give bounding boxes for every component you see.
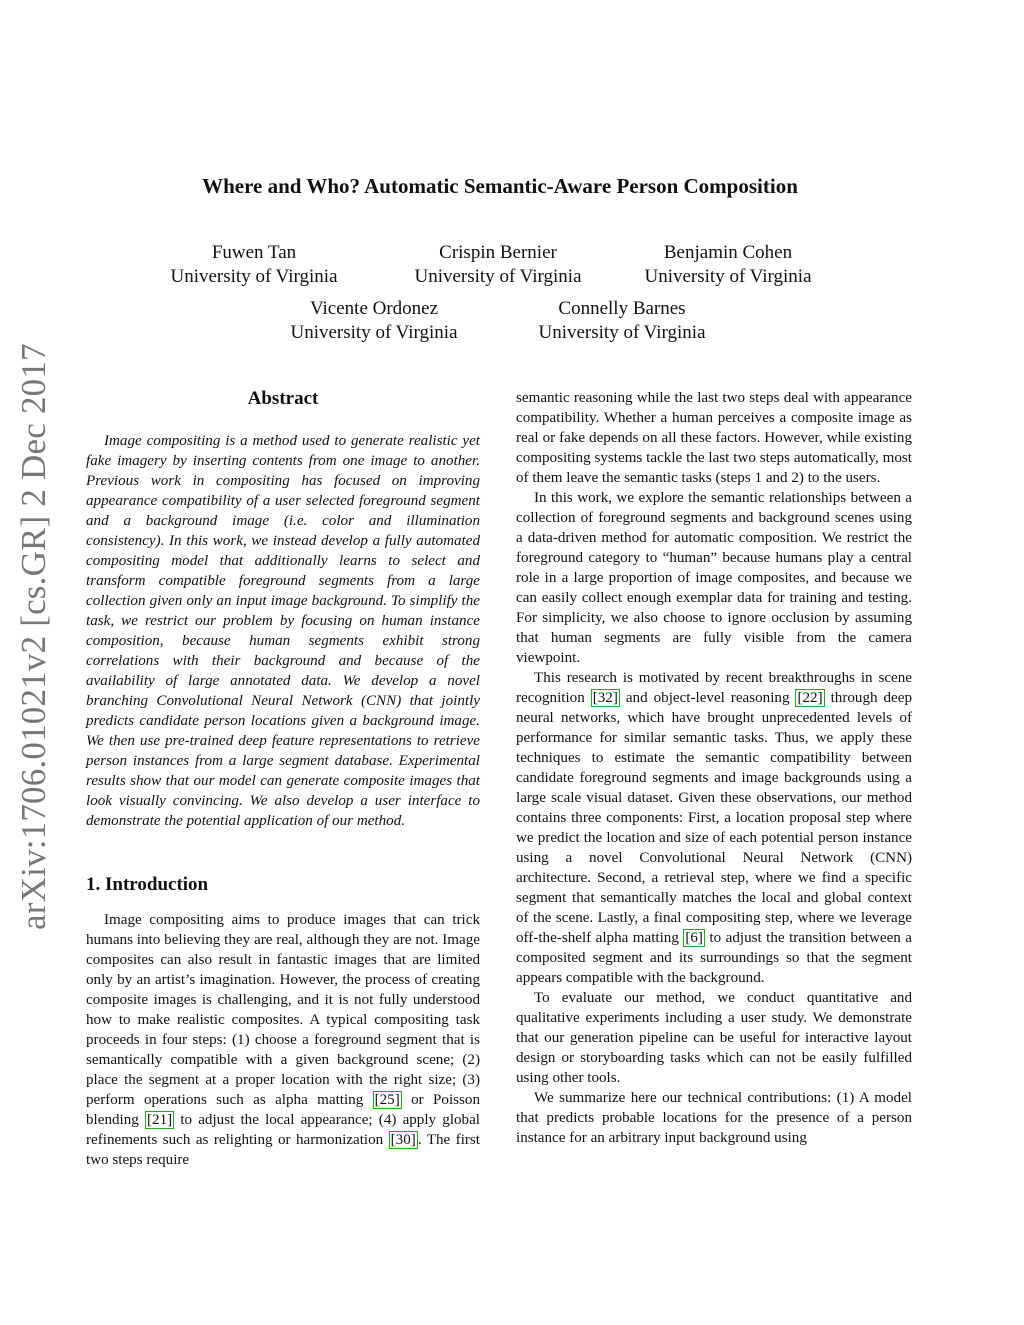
right-column bbox=[516, 388, 912, 1148]
citation-link[interactable]: [25] bbox=[374, 1092, 400, 1108]
author-affiliation: University of Virginia bbox=[414, 266, 582, 287]
abstract-heading: Abstract bbox=[247, 388, 319, 409]
arxiv-identifier: arXiv:1706.01021v2 [cs.GR] 2 Dec 2017 bbox=[14, 343, 53, 930]
author-name: Fuwen Tan bbox=[211, 242, 297, 263]
left-column bbox=[86, 388, 480, 1170]
author-affiliation: University of Virginia bbox=[644, 266, 812, 287]
citation-link[interactable]: [32] bbox=[592, 690, 618, 706]
author-name: Connelly Barnes bbox=[558, 298, 686, 319]
citation-link[interactable]: [30] bbox=[390, 1132, 416, 1148]
author-name: Crispin Bernier bbox=[439, 242, 557, 263]
citation-link[interactable]: [22] bbox=[797, 690, 823, 706]
intro-paragraph-2: In this work, we explore the semantic relationships between a collection of foreground segments and background scenes using a data-driven method for automatic composition. We restrict the foreground category to “human” because humans play a central role in a large proportion of image composites, and because we can easily collect enough exemplar data for training and testing. For simplicity, we also choose to ignore occlusion by assuming that human segments are fully visible from the camera viewpoint. bbox=[516, 490, 912, 666]
author-name: Benjamin Cohen bbox=[663, 242, 793, 263]
intro-paragraph-1-continued: semantic reasoning while the last two steps deal with appearance compatibility. Whether a human perceives a composite image as real or fake depends on all these factors. However, while existing compositing systems tackle the last two steps automatically, most of them leave the semantic tasks (steps 1 and 2) to the users. bbox=[516, 390, 912, 486]
author-affiliation: University of Virginia bbox=[538, 322, 706, 343]
author-block bbox=[124, 241, 384, 289]
citation-link[interactable]: [6] bbox=[685, 930, 703, 946]
author-affiliation: University of Virginia bbox=[290, 322, 458, 343]
author-block bbox=[368, 241, 628, 289]
author-affiliation: University of Virginia bbox=[170, 266, 338, 287]
author-name: Vicente Ordonez bbox=[309, 298, 439, 319]
paper-title: Where and Who? Automatic Semantic-Aware Person Composition bbox=[202, 174, 798, 198]
intro-paragraph-4: To evaluate our method, we conduct quantitative and qualitative experiments including a user study. We demonstrate that our generation pipeline can be useful for interactive layout design or storyboarding tasks which can not be easily fulfilled using other tools. bbox=[516, 990, 912, 1086]
intro-paragraph-1: Image compositing aims to produce images that can trick humans into believing they are real, although they are not. Image composites can also result in fantastic images that are limited only by an artist’s imagination. However, the process of creating composite images is challenging, and it is not fully understood how to make realistic composites. A typical compositing task proceeds in four steps: (1) choose a foreground segment that is semantically compatible with a given background scene; (2) place the segment at a proper location with the right size; (3) perform operations such as alpha matting [25] or Poisson blending [21] to adjust the local appearance; (4) apply global refinements such as relighting or harmonization [30] . The first two steps require bbox=[86, 912, 480, 1168]
abstract-text: Image compositing is a method used to generate realistic yet fake imagery by inserting contents from one image to another. Previous work in compositing has focused on improving appearance compatibility of a user selected foreground segment and a background image (i.e. color and illumination consistency). In this work, we instead develop a fully automated compositing model that additionally learns to select and transform compatible foreground segments from a large collection given only an input image background. To simplify the task, we restrict our problem by focusing on human instance composition, because human segments exhibit strong correlations with their background and because of the availability of large annotated data. We develop a novel branching Convolutional Neural Network (CNN) that jointly predicts candidate person locations given a background image. We then use pre-trained deep feature representations to retrieve person instances from a large segment database. Experimental results show that our model can generate composite images that look visually convincing. We also develop a user interface to demonstrate the potential application of our method. bbox=[86, 433, 480, 829]
author-block bbox=[492, 297, 752, 345]
citation-link[interactable]: [21] bbox=[147, 1112, 173, 1128]
author-block bbox=[598, 241, 858, 289]
intro-paragraph-5: We summarize here our technical contributions: (1) A model that predicts probable locations for the presence of a person instance for an arbitrary input background using bbox=[516, 1090, 912, 1146]
author-block bbox=[244, 297, 504, 345]
section-heading-introduction: 1. Introduction bbox=[86, 874, 209, 895]
intro-paragraph-3: This research is motivated by recent breakthroughs in scene recognition [32] and object-level reasoning [22] through deep neural networks, which have brought unprecedented levels of performance for similar semantic tasks. Thus, we apply these techniques to estimate the semantic compatibility between candidate foreground segments and image backgrounds using a large scale visual dataset. Given these observations, our method contains three components: First, a location proposal step where we predict the location and size of each potential person instance using a novel Convolutional Neural Network (CNN) architecture. Second, a retrieval step, where we find a specific segment that semantically matches the local and global context of the scene. Lastly, a final compositing step, where we leverage off-the-shelf alpha matting [6] to adjust the transition between a composited segment and its surroundings so that the segment appears compatible with the background. bbox=[516, 670, 913, 986]
